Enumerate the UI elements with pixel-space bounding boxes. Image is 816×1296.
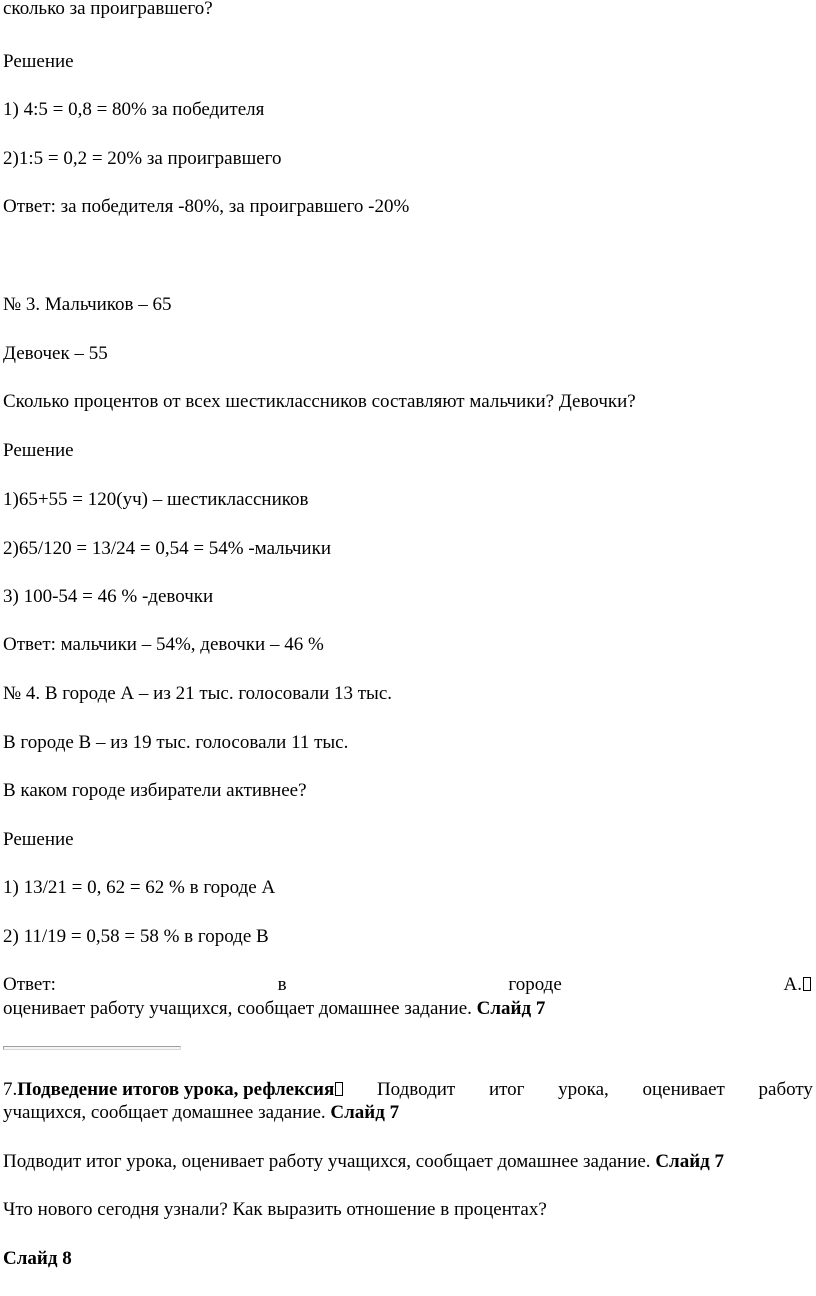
problem3-answer: Ответ: мальчики – 54%, девочки – 46 % [3,634,324,655]
section7-title: 7.Подведение итогов урока, рефлексия [3,1079,343,1101]
slide-8-label: Слайд 8 [3,1248,72,1269]
section7-word: работу [758,1079,813,1100]
section7-line2: учащихся, сообщает домашнее задание. Слайд 7 [3,1102,400,1123]
problem4-question: В каком городе избиратели активнее? [3,780,307,801]
problem2-answer: Ответ: за победителя -80%, за проигравшего -20% [3,196,410,217]
slide-7-label: Слайд 7 [655,1151,725,1172]
problem4-city-b: В городе В – из 19 тыс. голосовали 11 тыс. [3,732,349,753]
section7-paragraph2: Подводит итог урока, оценивает работу учащихся, сообщает домашнее задание. Слайд 7 [3,1151,725,1172]
problem4-title: № 4. В городе А – из 21 тыс. голосовали 13 тыс. [3,683,392,704]
solution-label-4: Решение [3,829,74,850]
answer-word-last: А. [784,974,811,996]
slide-7-label: Слайд 7 [476,998,546,1019]
horizontal-rule [3,1046,181,1050]
problem3-step3: 3) 100-54 = 46 % -девочки [3,586,214,607]
section7-word: оценивает [642,1079,725,1100]
answer-word: в [277,974,287,995]
missing-glyph-icon [335,1082,343,1096]
slide-7-label: Слайд 7 [330,1102,400,1123]
section7-word: итог [488,1079,525,1100]
problem3-step2: 2)65/120 = 13/24 = 0,54 = 54% -мальчики [3,538,332,559]
top-text-line: сколько за проигравшего? [3,0,213,19]
solution-label-2: Решение [3,51,74,72]
problem3-title: № 3. Мальчиков – 65 [3,294,172,315]
problem3-question: Сколько процентов от всех шестиклассников составляют мальчики? Девочки? [3,391,636,412]
answer-word: Ответ: [3,974,56,995]
section7-heading-line [3,1079,813,1101]
problem4-answer-continuation: оценивает работу учащихся, сообщает домашнее задание. Слайд 7 [3,998,546,1019]
problem3-girls: Девочек – 55 [3,343,108,364]
problem2-step2: 2)1:5 = 0,2 = 20% за проигравшего [3,148,282,169]
section7-question: Что нового сегодня узнали? Как выразить отношение в процентах? [3,1199,547,1220]
problem2-step1: 1) 4:5 = 0,8 = 80% за победителя [3,99,265,120]
problem3-step1: 1)65+55 = 120(уч) – шестиклассников [3,489,309,510]
answer-word: городе [508,974,562,995]
problem4-step2: 2) 11/19 = 0,58 = 58 % в городе В [3,926,269,947]
section7-word: Подводит [376,1079,456,1100]
problem4-step1: 1) 13/21 = 0, 62 = 62 % в городе А [3,877,276,898]
solution-label-3: Решение [3,440,74,461]
problem4-answer-line [3,974,811,996]
section7-word: урока, [558,1079,609,1100]
missing-glyph-icon [803,977,811,991]
